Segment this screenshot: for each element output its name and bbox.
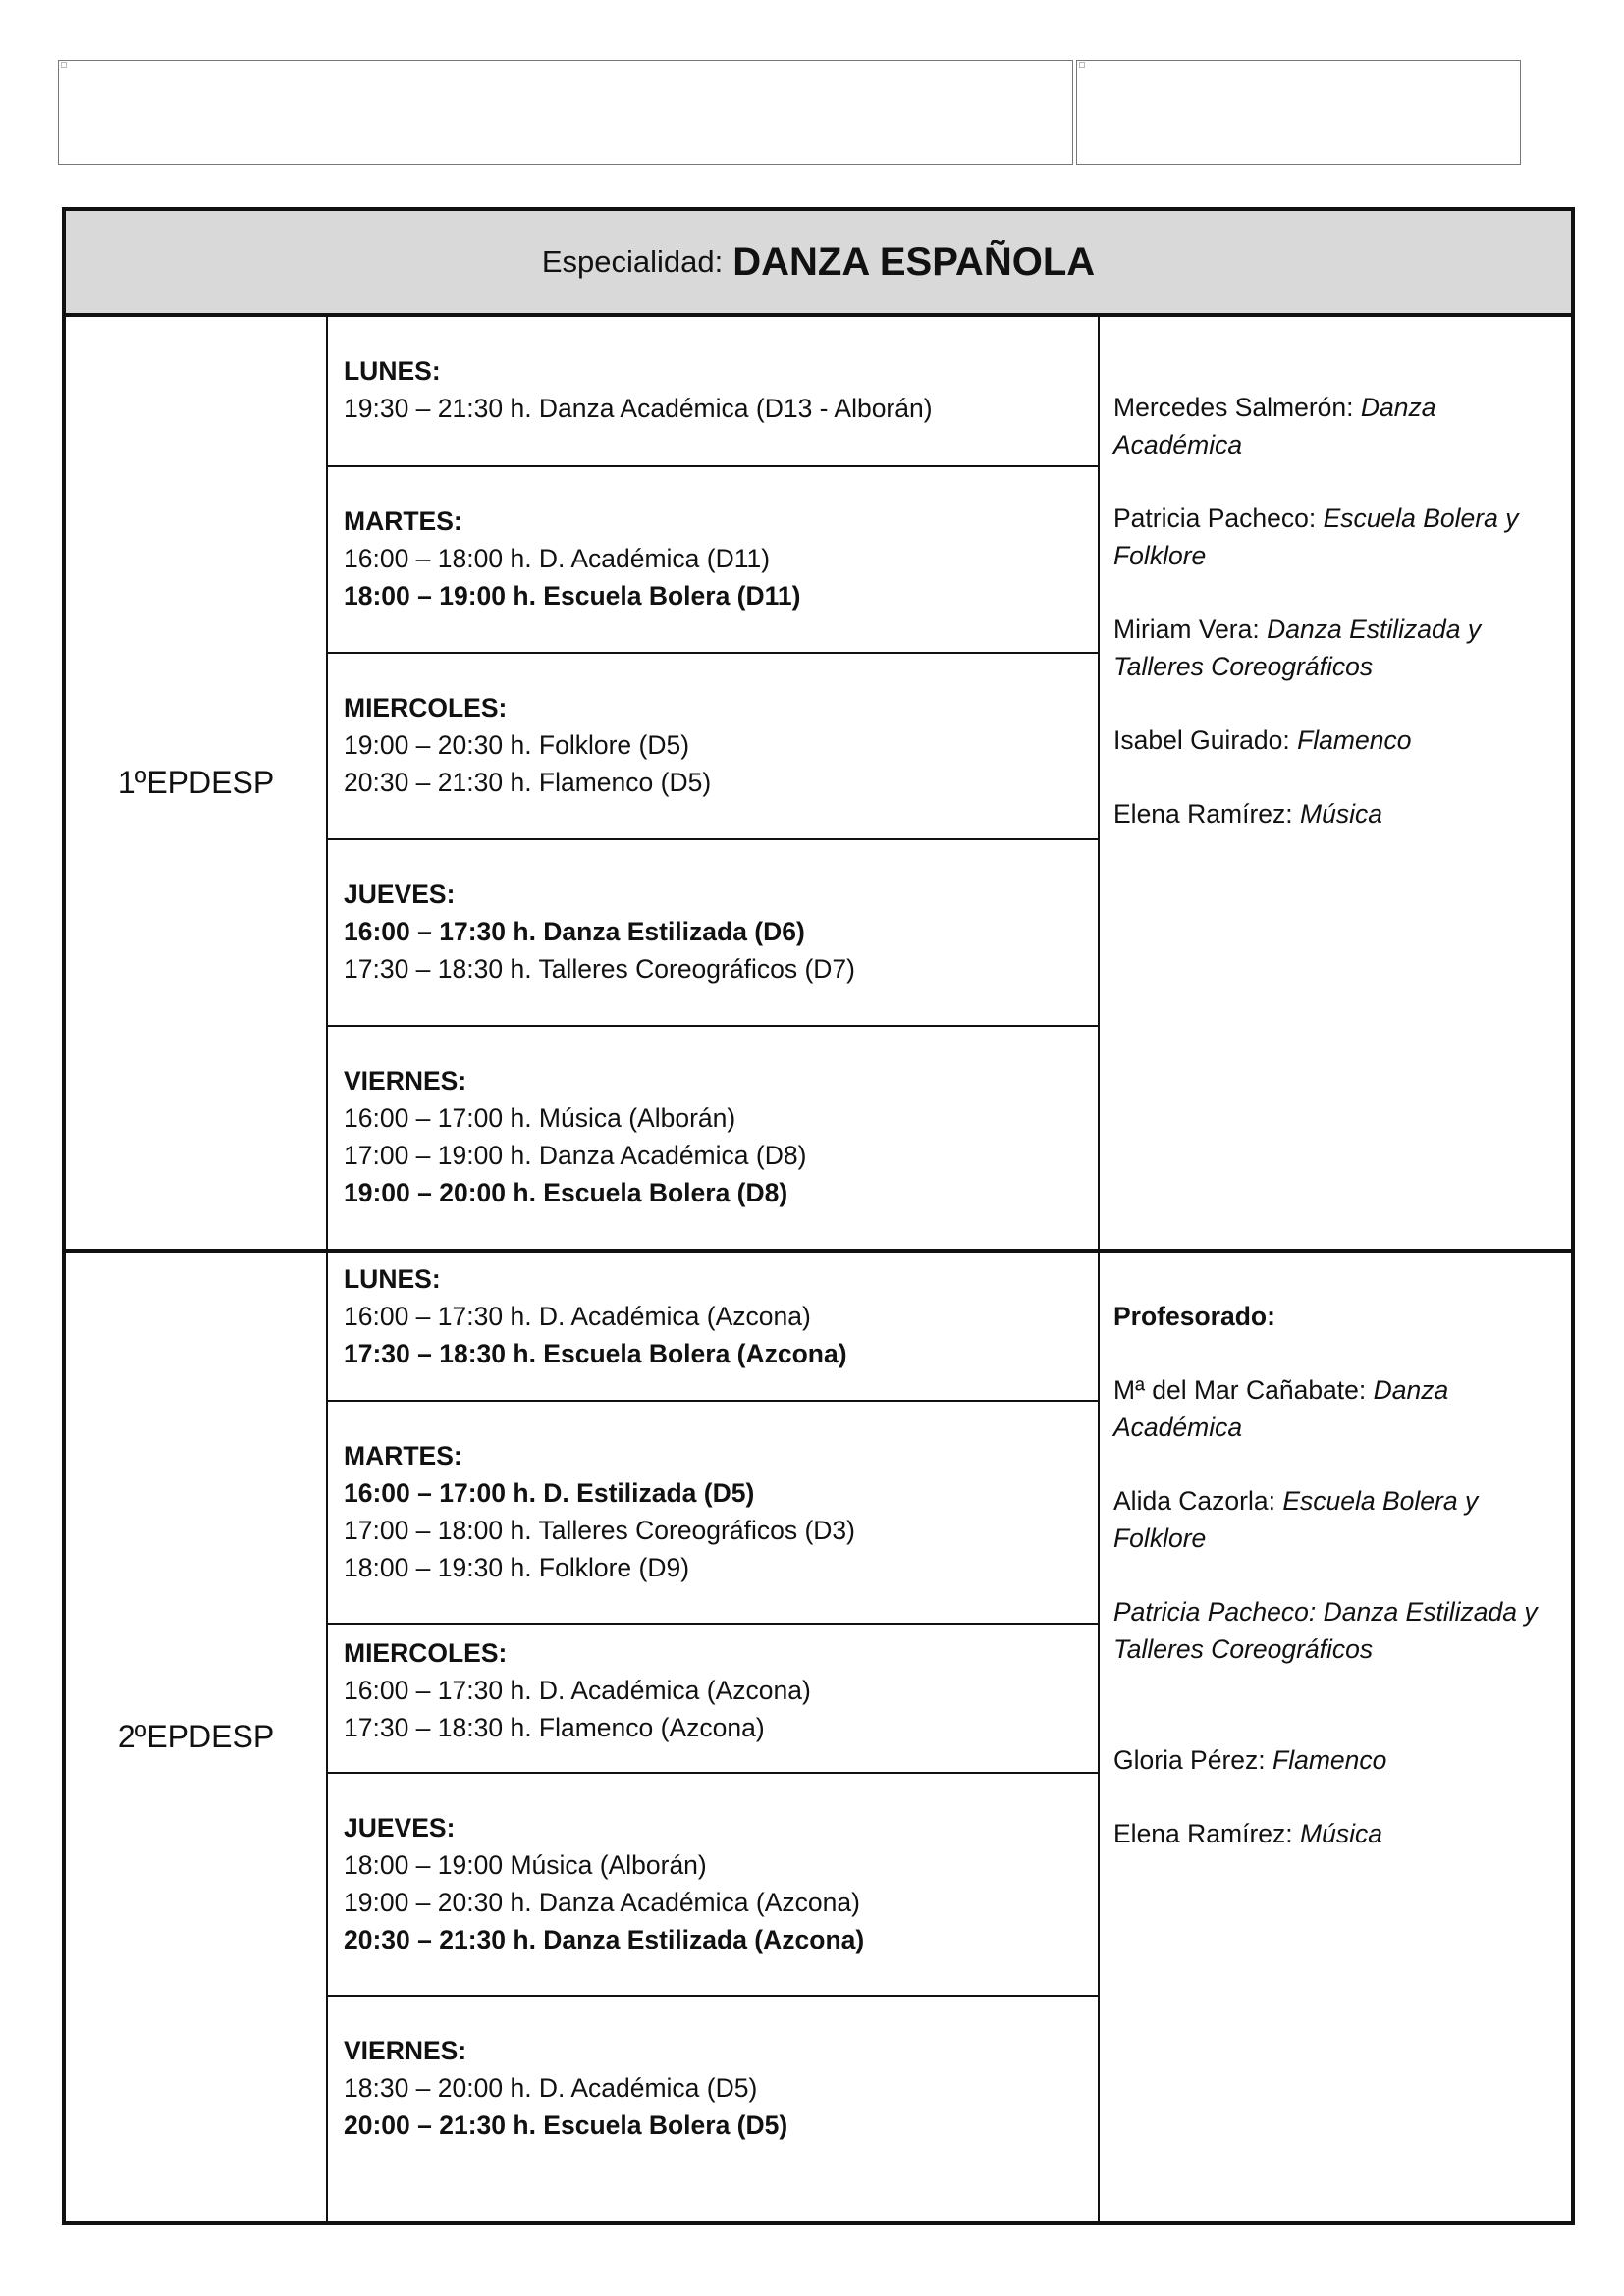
class-line: 16:00 – 17:30 h. D. Académica (Azcona) xyxy=(344,1302,811,1331)
course-name-2: 2ºEPDESP xyxy=(66,1253,328,2221)
class-line: 17:00 – 18:00 h. Talleres Coreográficos (D3) xyxy=(344,1516,855,1545)
class-line: 20:30 – 21:30 h. Danza Estilizada (Azcona) xyxy=(344,1925,865,1954)
day-name: LUNES: xyxy=(344,1264,441,1294)
course-1-days xyxy=(328,317,1098,1249)
teacher-name: Isabel Guirado: xyxy=(1113,725,1290,755)
teacher-name: Alida Cazorla: xyxy=(1113,1486,1275,1516)
teacher-entry xyxy=(1113,389,1557,463)
teacher-subject: Flamenco xyxy=(1297,725,1412,755)
header-right-box xyxy=(1076,60,1521,165)
class-line: 18:00 – 19:00 h. Escuela Bolera (D11) xyxy=(344,581,801,611)
teacher-entry xyxy=(1113,1593,1557,1668)
teacher-subject: Música xyxy=(1300,799,1382,828)
teacher-name: Gloria Pérez: xyxy=(1113,1745,1266,1775)
teacher-name: Mercedes Salmerón: xyxy=(1113,393,1354,422)
schedule-table xyxy=(62,207,1575,2225)
teacher-name: Elena Ramírez: xyxy=(1113,799,1293,828)
class-line: 17:30 – 18:30 h. Talleres Coreográficos (D7) xyxy=(344,954,855,984)
course-1-teachers xyxy=(1098,317,1571,1249)
teacher-entry xyxy=(1113,611,1557,685)
day-name: JUEVES: xyxy=(344,880,456,909)
teacher-name: Mª del Mar Cañabate: xyxy=(1113,1375,1367,1405)
teacher-name: Patricia Pacheco: xyxy=(1113,504,1317,533)
class-line: 20:30 – 21:30 h. Flamenco (D5) xyxy=(344,768,712,797)
header-left-box xyxy=(58,60,1073,165)
day-cell xyxy=(328,1027,1098,1249)
class-line: 16:00 – 18:00 h. D. Académica (D11) xyxy=(344,544,771,573)
day-cell xyxy=(328,467,1098,654)
class-line: 17:30 – 18:30 h. Escuela Bolera (Azcona) xyxy=(344,1339,847,1368)
teacher-entry xyxy=(1113,1482,1557,1557)
teacher-entry xyxy=(1113,500,1557,574)
day-cell xyxy=(328,317,1098,467)
teacher-entry xyxy=(1113,795,1557,832)
day-name: VIERNES: xyxy=(344,1066,467,1095)
teacher-entry xyxy=(1113,1741,1557,1779)
day-name: JUEVES: xyxy=(344,1813,456,1842)
class-line: 16:00 – 17:00 h. Música (Alborán) xyxy=(344,1103,736,1133)
class-line: 18:00 – 19:00 Música (Alborán) xyxy=(344,1850,707,1880)
class-line: 19:00 – 20:00 h. Escuela Bolera (D8) xyxy=(344,1178,788,1207)
day-name: LUNES: xyxy=(344,356,441,386)
day-name: VIERNES: xyxy=(344,2036,467,2065)
image-placeholder-icon xyxy=(1079,62,1085,68)
teacher-subject: Escuela Bolera y Folklore xyxy=(1113,504,1519,570)
class-line: 18:30 – 20:00 h. D. Académica (D5) xyxy=(344,2073,758,2103)
day-cell xyxy=(328,1402,1098,1625)
teacher-entry xyxy=(1113,721,1557,759)
teacher-subject: Escuela Bolera y Folklore xyxy=(1113,1486,1479,1553)
day-cell xyxy=(328,654,1098,840)
teacher-subject: Flamenco xyxy=(1272,1745,1387,1775)
class-line: 16:00 – 17:30 h. Danza Estilizada (D6) xyxy=(344,917,805,946)
course-name-1: 1ºEPDESP xyxy=(66,317,328,1249)
image-placeholder-icon xyxy=(61,62,67,68)
day-name: MARTES: xyxy=(344,1441,462,1470)
class-line: 16:00 – 17:30 h. D. Académica (Azcona) xyxy=(344,1676,811,1705)
teacher-name: Miriam Vera: xyxy=(1113,614,1260,644)
class-line: 17:30 – 18:30 h. Flamenco (Azcona) xyxy=(344,1713,765,1742)
day-cell xyxy=(328,1774,1098,1997)
class-line: 19:00 – 20:30 h. Danza Académica (Azcona) xyxy=(344,1888,860,1917)
class-line: 17:00 – 19:00 h. Danza Académica (D8) xyxy=(344,1141,807,1170)
teacher-name: Elena Ramírez: xyxy=(1113,1819,1293,1848)
teacher-subject: Patricia Pacheco: Danza Estilizada y Talleres Coreográficos xyxy=(1113,1597,1538,1664)
teacher-entry xyxy=(1113,1371,1557,1446)
day-name: MIERCOLES: xyxy=(344,1638,508,1668)
teacher-subject: Danza Estilizada y Talleres Coreográficos xyxy=(1113,614,1482,681)
class-line: 19:30 – 21:30 h. Danza Académica (D13 - Alborán) xyxy=(344,394,933,423)
course-2-days xyxy=(328,1253,1098,2221)
specialty-label: Especialidad: xyxy=(541,244,724,279)
day-cell xyxy=(328,1625,1098,1774)
class-line: 19:00 – 20:30 h. Folklore (D5) xyxy=(344,730,690,760)
day-cell xyxy=(328,840,1098,1027)
day-cell xyxy=(328,1997,1098,2221)
teacher-subject: Música xyxy=(1300,1819,1382,1848)
teacher-subject: Danza Académica xyxy=(1113,393,1436,459)
day-name: MARTES: xyxy=(344,507,462,536)
class-line: 16:00 – 17:00 h. D. Estilizada (D5) xyxy=(344,1478,755,1508)
specialty-title xyxy=(66,211,1571,317)
teachers-heading: Profesorado: xyxy=(1113,1302,1275,1331)
teacher-subject: Danza Académica xyxy=(1113,1375,1449,1442)
specialty-name: DANZA ESPAÑOLA xyxy=(732,240,1096,284)
day-name: MIERCOLES: xyxy=(344,693,508,722)
class-line: 20:00 – 21:30 h. Escuela Bolera (D5) xyxy=(344,2110,788,2140)
class-line: 18:00 – 19:30 h. Folklore (D9) xyxy=(344,1553,690,1582)
course-2-teachers xyxy=(1098,1253,1571,2221)
teacher-entry xyxy=(1113,1815,1557,1852)
day-cell xyxy=(328,1253,1098,1402)
